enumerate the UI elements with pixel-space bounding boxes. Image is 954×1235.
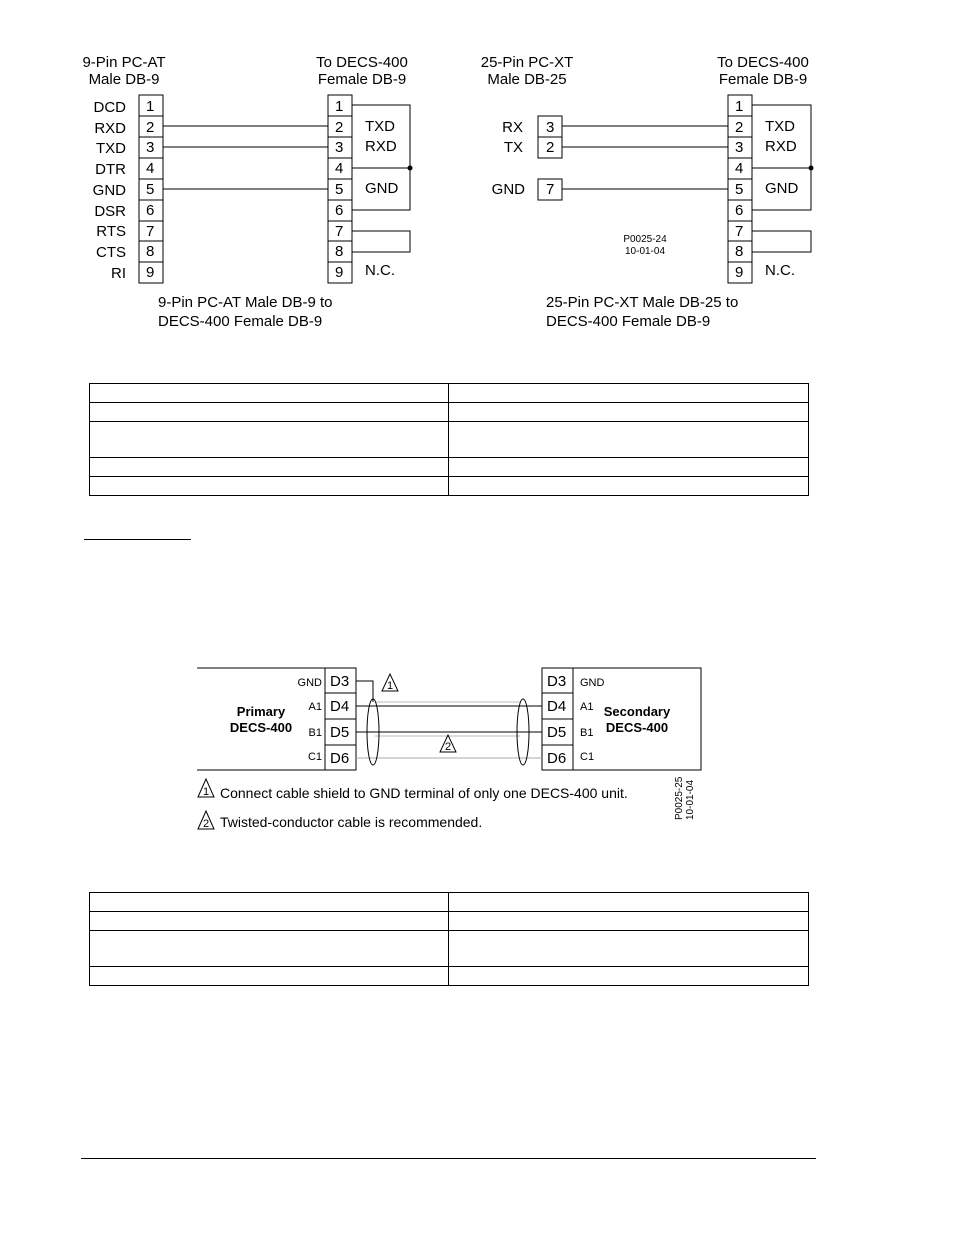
- left-title-line2: Male DB-9: [88, 71, 160, 88]
- left-pin-label: DTR: [95, 161, 126, 178]
- left-pin-number: 2: [146, 119, 155, 136]
- primary-terminal: D3: [330, 673, 350, 690]
- table-row: [90, 458, 809, 477]
- table-row: [90, 477, 809, 496]
- left-dest-label: N.C.: [365, 262, 395, 279]
- right-pin-number: 2: [546, 139, 555, 156]
- secondary-terminal: D5: [547, 724, 567, 741]
- right-pin-number: 3: [546, 119, 555, 136]
- right-caption-line2: DECS-400 Female DB-9: [546, 313, 711, 330]
- secondary-terminal-name: A1: [580, 701, 594, 713]
- note2-text: Twisted-conductor cable is recommended.: [220, 814, 483, 830]
- primary-terminal-name: A1: [308, 701, 322, 713]
- note1-text: Connect cable shield to GND terminal of only one DECS-400 unit.: [220, 785, 628, 801]
- secondary-terminal: D3: [547, 673, 567, 690]
- right-caption-line1: 25-Pin PC-XT Male DB-25 to: [546, 294, 739, 311]
- right-dest-pin-number: 9: [735, 264, 744, 281]
- table-row: [90, 931, 809, 967]
- left-dest-pin-number: 4: [335, 160, 344, 177]
- left-pin-label: RI: [111, 265, 126, 282]
- secondary-terminal-name: GND: [580, 677, 605, 689]
- right-dest-title-line2: Female DB-9: [718, 71, 808, 88]
- left-cable-diagram: [82, 54, 412, 330]
- secondary-terminal-name: B1: [580, 727, 594, 739]
- note1-marker-icon: [382, 674, 398, 692]
- table-row: [90, 422, 809, 458]
- primary-label-line1: Primary: [236, 704, 286, 719]
- table-row: [90, 893, 809, 912]
- right-dest-pin-number: 2: [735, 119, 744, 136]
- left-dest-pin-number: 1: [335, 98, 344, 115]
- right-dest-pin-number: 8: [735, 243, 744, 260]
- figure-id-2-line2: 10-01-04: [685, 779, 696, 820]
- right-dest-label: TXD: [765, 118, 795, 135]
- left-pin-number: 3: [146, 139, 155, 156]
- right-dest-pin-number: 5: [735, 181, 744, 198]
- table-row: [90, 967, 809, 986]
- left-pin-label: RTS: [96, 223, 126, 240]
- primary-terminal: D6: [330, 750, 350, 767]
- primary-terminal-name: C1: [307, 751, 322, 763]
- left-title-line1: 9-Pin PC-AT: [82, 54, 166, 71]
- right-dest-pin-number: 7: [735, 223, 744, 240]
- left-pin-label: DCD: [93, 99, 126, 116]
- left-pin-label: DSR: [94, 203, 126, 220]
- left-dest-pin-number: 9: [335, 264, 344, 281]
- figure-id-2-line1: P0025-25: [674, 776, 685, 820]
- svg-text:2: 2: [203, 818, 210, 830]
- note1-marker-icon: [198, 779, 214, 798]
- left-dest-pin-number: 3: [335, 139, 344, 156]
- table-row: [90, 384, 809, 403]
- left-dest-title-line1: To DECS-400: [316, 54, 408, 71]
- secondary-terminal-name: C1: [580, 751, 595, 763]
- left-wires: [163, 126, 328, 189]
- left-dest-label: TXD: [365, 118, 395, 135]
- secondary-label-line1: Secondary: [603, 704, 671, 719]
- svg-text:1: 1: [387, 680, 394, 692]
- right-wires: [562, 126, 728, 189]
- left-pin-label: RXD: [94, 120, 126, 137]
- footer-rule: [81, 1158, 816, 1159]
- left-pin-label: TXD: [96, 140, 126, 157]
- left-pin-number: 8: [146, 243, 155, 260]
- left-pin-number: 1: [146, 98, 155, 115]
- right-dest-label: GND: [765, 180, 799, 197]
- right-pin-number: 7: [546, 181, 555, 198]
- right-pin-label: RX: [502, 119, 523, 136]
- figure-id-1-line1: P0025-24: [623, 234, 667, 245]
- rs232-cable-diagram: [0, 0, 954, 340]
- left-caption-line2: DECS-400 Female DB-9: [158, 313, 323, 330]
- table-row: [90, 912, 809, 931]
- section-heading-rule: [84, 539, 191, 540]
- secondary-terminal: D4: [547, 698, 567, 715]
- left-pin-number: 6: [146, 202, 155, 219]
- left-pin-number: 7: [146, 223, 155, 240]
- left-dest-title-line2: Female DB-9: [317, 71, 407, 88]
- left-dest-label: RXD: [365, 138, 397, 155]
- table-row: [90, 403, 809, 422]
- right-dest-label: N.C.: [765, 262, 795, 279]
- right-dest-pin-number: 4: [735, 160, 744, 177]
- primary-terminal: D4: [330, 698, 350, 715]
- left-dest-pin-number: 7: [335, 223, 344, 240]
- left-pin-number: 4: [146, 160, 155, 177]
- left-dest-pin-number: 2: [335, 119, 344, 136]
- rs485-connection-diagram: [0, 655, 954, 840]
- note2-marker-icon: [198, 811, 214, 830]
- left-pin-label: GND: [92, 182, 126, 199]
- primary-label-line2: DECS-400: [229, 720, 293, 735]
- right-title-line2: Male DB-25: [487, 71, 567, 88]
- left-dest-pin-number: 8: [335, 243, 344, 260]
- table-1: [89, 383, 809, 496]
- svg-text:2: 2: [445, 741, 452, 753]
- left-pin-number: 9: [146, 264, 155, 281]
- left-dest-label: GND: [365, 180, 399, 197]
- left-pin-label: CTS: [96, 244, 126, 261]
- primary-terminal-name: B1: [308, 727, 322, 739]
- right-dest-title-line1: To DECS-400: [717, 54, 809, 71]
- right-dest-pin-number: 1: [735, 98, 744, 115]
- right-dest-pin-number: 6: [735, 202, 744, 219]
- left-dest-pin-number: 5: [335, 181, 344, 198]
- junction-dot: [809, 166, 814, 171]
- figure-id-1-line2: 10-01-04: [624, 246, 666, 257]
- table-2: [89, 892, 809, 986]
- secondary-label-line2: DECS-400: [605, 720, 669, 735]
- right-pin-label: GND: [491, 181, 525, 198]
- right-title-line1: 25-Pin PC-XT: [480, 54, 574, 71]
- figure-id-2: [674, 776, 696, 820]
- left-dest-pin-number: 6: [335, 202, 344, 219]
- left-caption-line1: 9-Pin PC-AT Male DB-9 to: [158, 294, 333, 311]
- right-dest-label: RXD: [765, 138, 797, 155]
- primary-terminal-name: GND: [297, 677, 322, 689]
- secondary-terminal: D6: [547, 750, 567, 767]
- svg-text:1: 1: [203, 786, 210, 798]
- junction-dot: [408, 166, 413, 171]
- note2-marker-icon: [440, 735, 456, 753]
- right-cable-diagram: [481, 54, 814, 330]
- left-pin-number: 5: [146, 181, 155, 198]
- primary-terminal: D5: [330, 724, 350, 741]
- right-pin-label: TX: [503, 139, 523, 156]
- right-dest-pin-number: 3: [735, 139, 744, 156]
